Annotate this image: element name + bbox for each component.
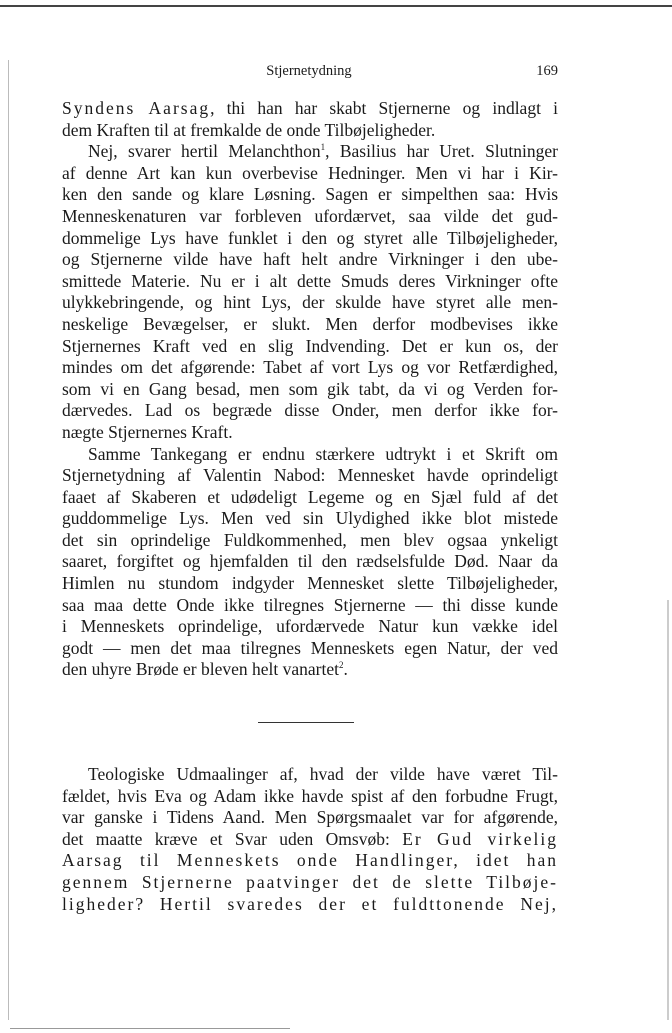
- text-line: [62, 336, 558, 358]
- page-right-edge: [667, 600, 669, 1020]
- text-line: [62, 206, 558, 228]
- text-line: [62, 659, 558, 681]
- text-run: Himlen nu stundom indgyder Mennesket slette Tilbøjeligheder,: [62, 573, 558, 594]
- text-line: [62, 163, 558, 185]
- text-line: [62, 400, 558, 422]
- text-line: [62, 764, 558, 786]
- text-line: [62, 786, 558, 808]
- page-left-edge: [8, 60, 9, 1020]
- running-title: Stjernetydning: [266, 63, 352, 79]
- text-line: [62, 184, 558, 206]
- text-run: dommelige Lys have funklet i den og styret alle Tilbøjeligheder,: [62, 227, 558, 248]
- paragraph: [62, 444, 558, 682]
- running-head: [60, 63, 558, 83]
- text-run: den uhyre Brøde er bleven helt vanartet: [62, 659, 339, 680]
- text-line: [62, 638, 558, 660]
- text-line: [62, 292, 558, 314]
- top-edge-rule: [0, 5, 672, 7]
- text-run: , thi han har skabt Stjernerne og indlagt i: [210, 98, 559, 118]
- text-run: fældet, hvis Eva og Adam ikke havde spist af den forbudne Frugt,: [62, 785, 558, 806]
- text-run: i Menneskets oprindelige, ufordærvede Natur kun vække idel: [62, 616, 558, 637]
- section-divider: [258, 722, 354, 723]
- text-run: godt — men det maa tilregnes Menneskets egen Natur, der ved: [62, 637, 558, 658]
- text-run: det maatte kræve et Svar uden Omsvøb:: [62, 828, 403, 849]
- text-line: [62, 616, 558, 638]
- text-line: [62, 314, 558, 336]
- text-run: Stjernetydning af Valentin Nabod: Mennesket havde oprindeligt: [62, 465, 558, 486]
- text-line: [62, 850, 558, 872]
- text-line: [62, 228, 558, 250]
- paragraph: [62, 764, 558, 915]
- text-run: dem Kraften til at fremkalde de onde Tilbøjeligheder.: [62, 119, 436, 140]
- text-run: nægte Stjernernes Kraft.: [62, 421, 233, 442]
- text-run: smittede Materie. Nu er i alt dette Smuds deres Virkninger ofte: [62, 270, 558, 291]
- text-run: var ganske i Tidens Aand. Men Spørgsmaalet var for afgørende,: [62, 807, 558, 828]
- text-run: Menneskenaturen var forbleven ufordærvet, saa vilde det gud-: [62, 205, 558, 226]
- text-run: Nej, svarer hertil Melanchthon: [88, 141, 321, 162]
- text-run: ulykkebringende, og hint Lys, der skulde have styret alle men-: [62, 292, 558, 313]
- text-line: [62, 357, 558, 379]
- emphasis-text: Aarsag til Menneskets onde Handlinger, idet han: [62, 850, 558, 871]
- text-run: faaet af Skaberen et udødeligt Legeme og en Sjæl fuld af det: [62, 486, 558, 507]
- text-run: Samme Tankegang er endnu stærkere udtrykt i et Skrift om: [88, 443, 558, 464]
- text-line: [62, 530, 558, 552]
- text-line: [62, 595, 558, 617]
- text-line: [62, 271, 558, 293]
- text-line: [62, 141, 558, 163]
- text-run: af denne Art kan kun overbevise Hedninger. Men vi har i Kir-: [62, 162, 558, 183]
- emphasis-text: ligheder? Hertil svaredes der et fuldttonende Nej,: [62, 893, 558, 914]
- text-run: det sin oprindelige Fuldkommenhed, men blev ogsaa ynkeligt: [62, 529, 558, 550]
- text-block-upper: [62, 98, 558, 681]
- text-run: dærvedes. Lad os begræde disse Onder, men derfor ikke for-: [62, 400, 558, 421]
- footnote-marker: 1: [320, 142, 326, 153]
- text-line: [62, 465, 558, 487]
- text-run: og Stjernerne vilde have haft helt andre Virkninger i den ube-: [62, 249, 558, 270]
- text-block-lower: [62, 764, 558, 915]
- text-line: [62, 508, 558, 530]
- text-line: [62, 487, 558, 509]
- text-run: ken den sande og klare Løsning. Sagen er simpelthen saa: Hvis: [62, 184, 558, 205]
- text-run: Stjernernes Kraft ved en slig Indvending. Det er kun os, der: [62, 335, 558, 356]
- text-run: .: [343, 659, 348, 680]
- footnote-marker: 2: [338, 660, 344, 671]
- bottom-edge-rule: [10, 1028, 290, 1029]
- text-line: [62, 444, 558, 466]
- emphasis-text: gennem Stjernerne paatvinger det de slette Tilbøje-: [62, 871, 558, 892]
- text-line: [62, 829, 558, 851]
- text-line: [62, 379, 558, 401]
- text-run: , Basilius har Uret. Slutninger: [325, 141, 558, 162]
- text-run: neskelige Bevægelser, er slukt. Men derfor modbevises ikke: [62, 313, 558, 334]
- text-line: [62, 573, 558, 595]
- paragraph: [62, 98, 558, 141]
- text-run: mindes om det afgørende: Tabet af vort Lys og vor Retfærdighed,: [62, 357, 558, 378]
- text-line: [62, 422, 558, 444]
- page-number: 169: [536, 63, 558, 79]
- emphasis-text: Syndens Aarsag: [62, 98, 211, 118]
- text-line: [62, 551, 558, 573]
- text-run: som vi en Gang besad, men som gik tabt, da vi og Verden for-: [62, 378, 558, 399]
- text-line: [62, 98, 558, 120]
- text-line: [62, 894, 558, 916]
- text-run: saa maa dette Onde ikke tilregnes Stjernerne — thi disse kunde: [62, 594, 558, 615]
- paragraph: [62, 141, 558, 443]
- text-line: [62, 872, 558, 894]
- text-run: Teologiske Udmaalinger af, hvad der vilde have været Til-: [88, 764, 558, 784]
- text-line: [62, 807, 558, 829]
- text-line: [62, 120, 558, 142]
- text-run: guddommelige Lys. Men ved sin Ulydighed ikke blot mistede: [62, 508, 558, 529]
- emphasis-text: Er Gud virkelig: [402, 828, 558, 849]
- text-line: [62, 249, 558, 271]
- text-run: saaret, forgiftet og hjemfalden til den rædselsfulde Død. Naar da: [62, 551, 558, 572]
